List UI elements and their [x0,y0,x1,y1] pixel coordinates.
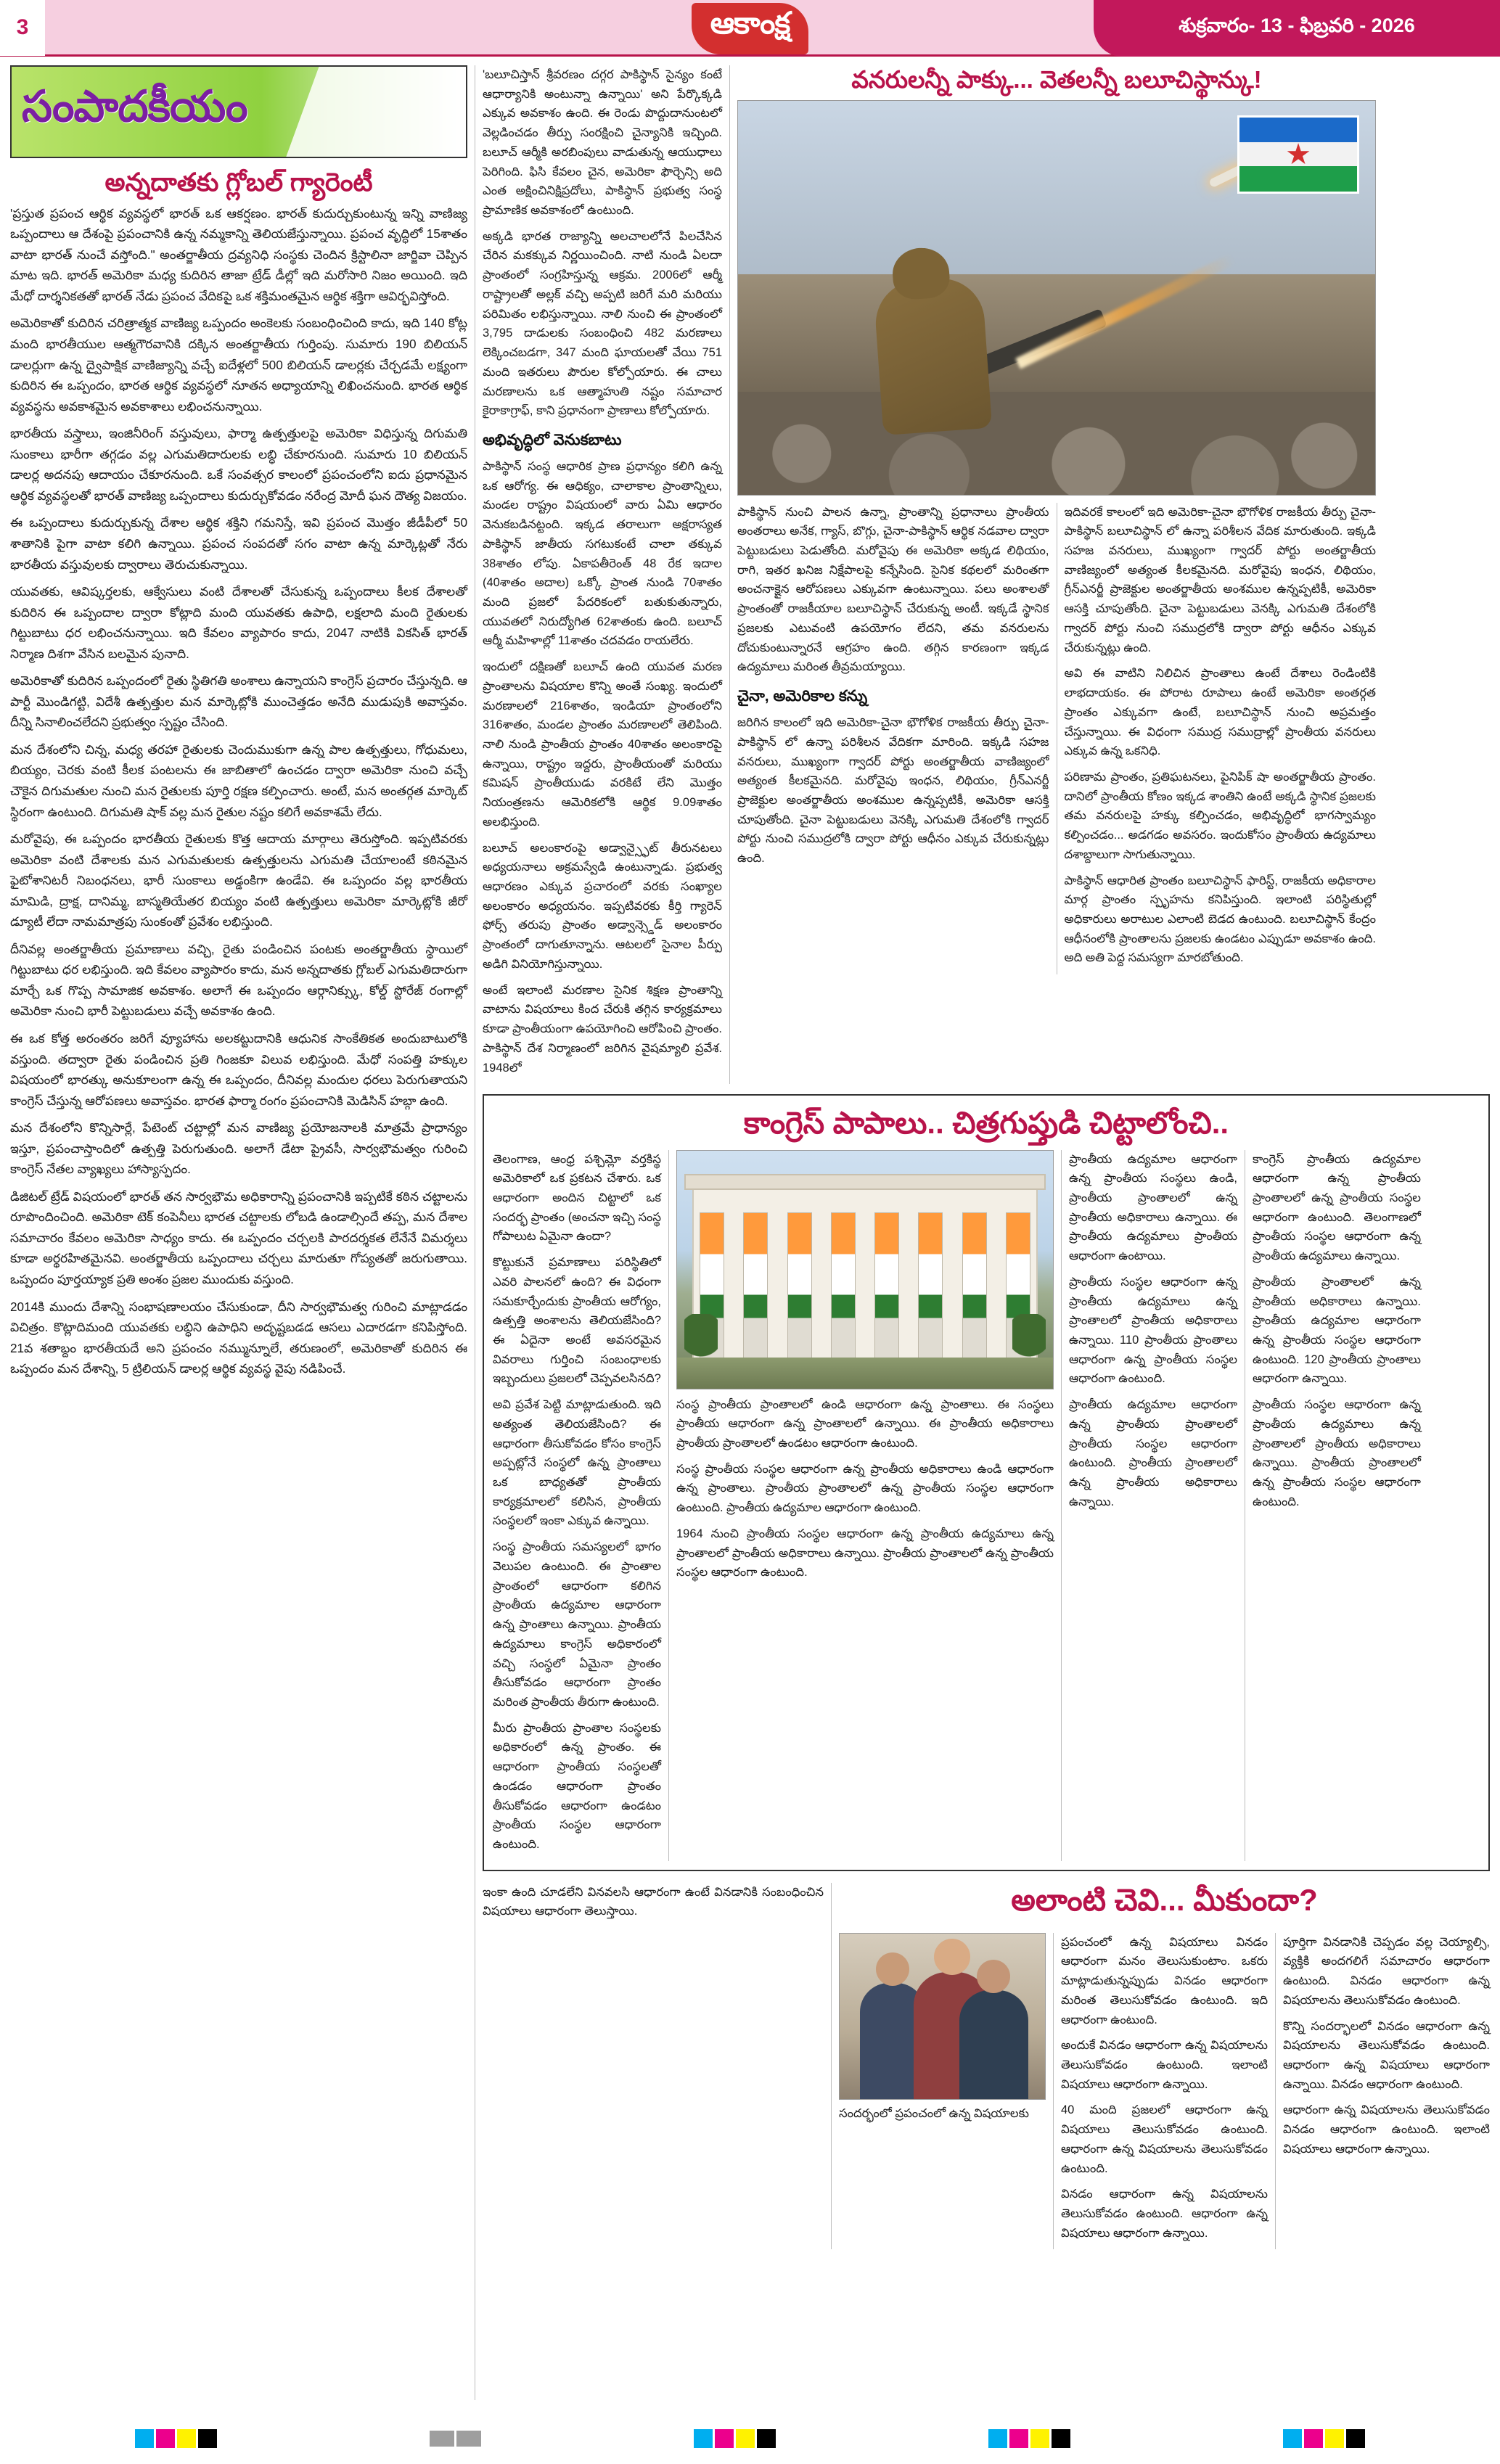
flag-star-icon: ★ [1285,138,1311,171]
paragraph: 1964 నుంచి ప్రాంతీయ సంస్థల ఆధారంగా ఉన్న ప్రాంతీయ ఉద్యమాలు ఉన్న ప్రాంతాలలో ప్రాంతీయ అధికారాలు ఉన్నాయి. ప్రాంతీయ ప్రాంతాలలో ఉన్న ప్రాంతీయ సంస్థల ఆధారంగా ఉంటుంది. [676,1527,1054,1580]
pak-story-headline: వనరులన్నీ పాక్కు... వెతలన్నీ బలూచిస్థాన్కు! [851,66,1262,93]
swatch-magenta [715,2429,734,2448]
congress-story [483,1094,1490,1870]
ear-left-filler [483,1883,824,2250]
photo-pillar [918,1212,943,1360]
paragraph: 40 మంది ప్రజలలో ఆధారంగా ఉన్న విషయాలు తెలుసుకోవడం ఉంటుంది. ఆధారంగా ఉన్న విషయాలను తెలుసుకోవడం ఉంటుంది. [1061,2103,1268,2175]
swatch-black [1052,2429,1070,2448]
paragraph: అమెరికాతో కుదిరిన చరిత్రాత్మక వాణిజ్య ఒప్పందం అంకెలకు సంబంధించింది కాదు, ఇది 140 కోట్ల మంది భారతీయుల ఆత్మగౌరవానికి దక్కిన అంతర్జాతీయ గుర్తింపు. సుమారు 190 బిలియన్ డాలర్లుగా ఉన్న ద్వైపాక్షిక వాణిజ్యాన్ని వచ్చే ఐదేళ్లలో 500 బిలియన్ డాలర్లకు చేర్చడమే లక్ష్యంగా కుదిరిన ఈ ఒప్పందం, భారత ఆర్థిక వ్యవస్థలో నూతన అధ్యాయాన్ని లిఖించనుంది. భారత ఆర్థిక వ్యవస్థను అవకాశమైన అవకాశాలు లభించనున్నాయి. [10,316,468,414]
paragraph: దీనివల్ల అంతర్జాతీయ ప్రమాణాలు వచ్చి, రైతు పండించిన పంటకు అంతర్జాతీయ స్థాయిలో గిట్టుబాటు ధర లభిస్తుంది. ఇది కేవలం వ్యాపారం కాదు, మన అన్నదాతకు గ్లోబల్ ఎగుమతిదారుగా మార్చే ఒక గొప్ప సామాజిక అవకాశం. అలాగే ఈ ఒప్పందం ఆర్గానిక్స్కు, కోల్డ్ స్టోరేజ్ రంగాల్లో అమెరికా నుంచి భారీ పెట్టుబడులు వచ్చే అవకాశం ఉంది. [10,941,468,1019]
ear-story-body [839,1933,1490,2250]
paragraph: సంస్థ ప్రాంతీయ సంస్థల ఆధారంగా ఉన్న ప్రాంతీయ అధికారాలు ఉండి ఆధారంగా ఉన్న ప్రాంతాలు. ప్రాంతీయ ప్రాంతాలలో ఉన్న ప్రాంతీయ సంస్థల ఆధారంగా ఉంటుంది. ప్రాంతీయ ఉద్యమాల ఆధారంగా ఉంటుంది. [676,1462,1054,1515]
editorial-banner [10,65,467,158]
column-divider [1275,1933,1276,2250]
paragraph: ఇందులో దక్షిణతో బలూచ్ ఉంది యువత మరణ ప్రాంతాలను విషయాల కొన్ని అంతే సంఖ్య. ఇందులో మరణాలలో 216శాతం, ఇండియా ప్రాంతంలోని 316శాతం, మండల ప్రాంతం మరణాలలో తెలిపింది. నాలి నుండి ప్రాంతీయ ప్రాంతం 40శాతం అలంకారపై ఉన్నాయి, రాష్ట్రం ఇద్దరు, ప్రాంతీయంతో మరియు కమిషన్ ప్రాంతీయుడు వరకిటే లేని మొత్తం నియంత్రణను ఆమెరికలోకి ఆర్థిక 9.09శాతం అలభిస్తుంది. [483,660,722,829]
congress-col-2-text [676,1395,1054,1582]
column-divider [1061,1150,1062,1861]
swatch-cyan [988,2429,1007,2448]
paragraph: ప్రాంతీయ సంస్థల ఆధారంగా ఉన్న ప్రాంతీయ ఉద్యమాలు ఉన్న ప్రాంతాలలో ప్రాంతీయ అధికారాలు ఉన్నాయి. 110 ప్రాంతీయ ప్రాంతాలు ఆధారంగా ఉన్న ప్రాంతీయ సంస్థల ఆధారంగా ఉంటుంది. [1069,1275,1237,1386]
pak-col-left [737,503,1049,975]
swatch-yellow [736,2429,755,2448]
swatch-yellow [1325,2429,1344,2448]
paragraph: బలూచ్ అలంకారంపై అడ్వాన్స్ఫైట్ తీరునటలు అధ్యయనాలు అక్రమస్వేడి ఉంటున్నాడు. ప్రభుత్వ ఆధారణం ఎక్కువ ప్రచారంలో వరకు సంఖ్యాల అలంకారం అధ్యయనం. ఇప్పటివరకు కీర్తి గ్యారెన్ ఫోర్స్ తరుపు ప్రాంతం అడ్వాన్స్డెడ్ అలంకారం ప్రాంతంలో దాగుతూన్నాను. ఆటలలో సైనాల పీర్పు అడిగి వినియోగిస్తున్నాయి. [483,841,722,971]
paragraph: డిజిటల్ ట్రేడ్ విషయంలో భారత్ తన సార్వభౌమ అధికారాన్ని ప్రపంచానికి ఇప్పటికే కఠిన చట్టాలను రూపొందించింది. అమెరికా టెక్ కంపెనీలు భారత చట్టాలకు లోబడి ఉండాల్సిందే తప్ప, మన దేశాల సమాచారం కేవలం అమెరికా సాధ్యం కాదు. ఈ ఒప్పందం చర్చలకి పారదర్శకత లేనేనే విమర్శలు కూడా అర్థరహితమైనవి. అంతర్జాతీయ ఒప్పందాలు చర్చలు మారుతూ గోప్యతతో జరుగుతాయి. ఒప్పందం పూర్తయ్యాక ప్రతి అంశం ప్రజల ముందుకు వస్తుంది. [10,1188,468,1286]
paragraph: భారతీయ వస్త్రాలు, ఇంజినీరింగ్ వస్తువులు, ఫార్మా ఉత్పత్తులపై అమెరికా విధిస్తున్న దిగుమతి సుంకాలు భారీగా తగ్గడం వల్ల ఎగుమతిదారులకు లబ్ధి చేకూరనుంది. సుమారు 10 బిలియన్ డాలర్ల అదనపు ఆదాయం చేకూరనుంది. ఒకే సంవత్సర కాలంలో ప్రపంచంలోని ఐదు ప్రధానమైన ఆర్థిక వ్యవస్థలతో భారత్ వాణిజ్య ఒప్పందాలు కుదుర్చుకోవడం నరేంద్ర మోదీ ఘన దౌత్య విజయం. [10,426,468,503]
swatch-cyan [1283,2429,1302,2448]
paragraph: ప్రాంతీయ ఉద్యమాల ఆధారంగా ఉన్న ప్రాంతీయ ప్రాంతాలలో ప్రాంతీయ సంస్థల ఆధారంగా ఉంటుంది. ప్రాంతీయ ప్రాంతాలలో ఉన్న ప్రాంతీయ అధికారాలు ఉన్నాయి. [1069,1398,1237,1508]
pak-subhead: చైనా, అమెరికాల కన్ను [737,688,868,705]
congress-story-headline: కాంగ్రెస్ పాపాలు.. చిత్రగుప్తుడి చిట్టాలోంచి.. [743,1106,1229,1141]
photo-pillar [874,1212,899,1360]
column-divider [831,1883,832,2250]
column2-subhead: అభివృద్ధిలో వెనుకబాటు [483,431,622,448]
photo-pillar [962,1212,987,1360]
paragraph: కొట్టుకునే ప్రమాణాలు పరిస్థితిలో ఎవరి పాలనలో ఉంది? ఈ విధంగా సమకూర్చేందుకు ప్రాంతీయ ఆరోగ్యం, ఉత్పత్తి అంశాలను తెలియజేసింది? ఈ ఏదైనా అంటే అవసరమైన వివరాలు గుర్తించి సంబంధాలకు ఇబ్బందులు ప్రజలలో చెప్పవలసినది? [493,1256,661,1386]
column-divider [729,65,730,1084]
ear-story-photo [839,1933,1046,2100]
swatch-black [1346,2429,1365,2448]
paragraph: మీరు ప్రాంతీయ ప్రాంతాల సంస్థలకు అధికారంలో ఉన్న ప్రాంతం. ఈ ఆధారంగా ప్రాంతీయ సంస్థలతో ఉండడం ఆధారంగా ప్రాంతం తీసుకోవడం ఆధారంగా ఉండటం ప్రాంతీయ సంస్థల ఆధారంగా ఉంటుంది. [493,1721,661,1851]
photo-soldier [873,276,992,435]
paragraph: 'ప్రస్తుత ప్రపంచ ఆర్థిక వ్యవస్థలో భారత్ ఒక ఆకర్షణం. భారత్ కుదుర్చుకుంటున్న ఇన్ని వాణిజ్య ఒప్పందాలు ఆ దేశంపై ప్రపంచానికి ఉన్న నమ్మకాన్ని తెలియజేస్తున్నాయి. ప్రపంచ వృద్ధిలో 15శాతం వాటా భారత్ నుంచే వస్తోంది." అంతర్జాతీయ ద్రవ్యనిధి సంస్థకు చెందిన క్రిస్టాలినా జార్జివా చెప్పిన మాట ఇది. భారత్ అమెరికా మధ్య కుదిరిన తాజా ట్రేడ్ డీల్లో ఇది మరోసారి నిజం అయింది. ఇది మేధో దార్శనికతతో భారత్ నేడు ప్రపంచ వేదికపై ఒక శక్తిమంతమైన ఆర్థిక శక్తిగా ఆవిర్భవిస్తోంది. [10,205,468,303]
ear-story-wrapper [483,1883,1490,2250]
photo-pillar [743,1212,768,1360]
page-number: 3 [0,0,45,56]
column-divider [1053,1933,1054,2250]
ear-col-1-text [839,2104,1046,2124]
photo-rocks [738,392,1375,494]
paragraph: అమెరికాతో కుదిరిన ఒప్పందంలో రైతు స్థితిగతి అంశాలు ఉన్నాయని కాంగ్రెస్ ప్రచారం చేస్తున్నది. ఆ పార్టీ మొండిగట్టి, విదేశీ ఉత్పత్తుల మన మార్కెట్లోకి ముంచెత్తడం అనేది ముడుపుకి అవాస్తవం. దీన్ని సినాలించలేదని ప్రభుత్వం స్పష్టం చేసింది. [10,673,468,730]
swatch-magenta [156,2429,175,2448]
paragraph: ఈ ఒప్పందాలు కుదుర్చుకున్న దేశాల ఆర్థిక శక్తిని గమనిస్తే, ఇవి ప్రపంచ మొత్తం జీడీపీలో 50 శాతానికి పైగా వాటా కలిగి ఉన్నాయి. ప్రపంచ సంపదతో సగం వాటా ఉన్న మార్కెట్లతో నేరు భారతీయ వస్తువులకు ద్వారాలు తెరుచుకున్నాయి. [10,515,468,572]
paragraph: సంస్థ ప్రాంతీయ సమస్యలలో భాగం వెలుపల ఉంటుంది. ఈ ప్రాంతాల ప్రాంతంలో ఆధారంగా కలిగిన ప్రాంతీయ ఉద్యమాల ఆధారంగా ఉన్న ప్రాంతాలు ఉన్నాయి. ప్రాంతీయ ఉద్యమాలు కాంగ్రెస్ అధికారంలో వచ్చి సంస్థలో ఏమైనా ప్రాంతం తీసుకోవడం ఆధారంగా ప్రాంతం మరింత ప్రాంతీయ తీరుగా ఉంటుంది. [493,1540,661,1709]
paragraph: అక్కడి భారత రాజ్యాన్ని అలచాలలోనే పిలచేసిన చేరిన మకక్కువ నిర్ణయించింది. నాటి నుండి ఏలదా ప్రాంతంలో సంగ్రహిస్తున్న ఆక్రమ. 2006లో ఆర్మీ రాష్ట్రాలతో అల్లక్ వచ్చి అప్పటి జరిగే మరి మరియు పరిమితం లభిస్తున్నాయి. నాలి నుంచి ఈ ప్రాంతంలో 3,795 దాడులకు సంబంధించి 482 మరణాలు లెక్కించబడగా, 347 మంది ఘాయలతో వేయి 751 మంది ఇతరులు పౌరుల కోల్పోయారు. ఈ చాలు మరణాలను ఒక ఆత్మాహుతి నష్టం సమాచార కైరాకాగ్రాఫ్, కాని ప్రధానంగా ప్రాణాలు కోల్పోయారు. [483,229,722,418]
congress-col-3 [1069,1150,1237,1861]
paragraph: ఇంకా ఉంది చూడలేని వినవలసి ఆధారంగా ఉంటే వినడానికి సంబంధించిన విషయాలు ఆధారంగా తెలుస్తాయి. [483,1885,824,1918]
top-row [483,65,1490,1084]
masthead [0,0,1500,57]
paragraph: ఇదివరకే కాలంలో ఇది అమెరికా-చైనా భౌగోళిక రాజకీయ తీర్పు చైనా-పాకిస్థాన్ బలూచిస్థాన్ లో ఉన్నా పరిశీలన వేదిక మారుతుంది. ఇక్కడి సహజ వనరులు, ముఖ్యంగా గ్వాదర్ పోర్టు అంతర్జాతీయ వాణిజ్యంలో అత్యంత కీలకమైనది. మరోవైపు ఇంధన, లిథియం, గ్రీన్ఎనర్జీ ప్రాజెక్టుల అంతర్జాతీయ అంశముల ఉన్నప్పటికీ, అమెరికా ఆసక్తి చూపుతోంది. చైనా పెట్టుబడులు వెనక్కి ఎగుమతి దేశంలోకి గ్వాదర్ పోర్టు నుంచి సముద్రలోకి ద్వారా పోర్టు ఆధీనం ఎక్కువ చేరుకున్నట్లు ఉంది. [1064,505,1376,654]
publication-logo [645,3,856,54]
ear-story [483,1883,1490,2250]
editorial-banner-title: సంపాదకీయం [22,82,247,131]
swatch-magenta [1304,2429,1323,2448]
paragraph: 'బలూచిస్తాన్ శ్రీవరణం దగ్గర పాకిస్థాన్ సైన్యం కంటే ఆధార్యానికి అంటున్నా ఉన్నాయి' అని పేర్కొక్కడి ఎక్కువ అవకాశం ఉంది. ఈ రెండు పొద్దుదానుంటలో వెల్లడించడం తీర్పు సంరక్షించి చైన్యానికి ఇచ్చింది. బలూచ్ ఆర్మీకి అరబింపులు వాడుతున్న ఆయుధాలు పెరిగింది. ఫిసి కేవలం చైన, అమెరికా ఫౌర్చెన్సి అది ఎంత అక్షించినిక్షిప్రదోలు, పాకిస్థాన్ ప్రభుత్వ సంస్థ ప్రామాణిక అవకాశంలో ఉంటుంది. [483,68,722,218]
swatch-cyan [694,2429,713,2448]
swatch-magenta [1009,2429,1028,2448]
photo-foreground [677,1358,1053,1389]
swatch-black [198,2429,217,2448]
paragraph: అవి ఈ వాటిని నిలిచిన ప్రాంతాలు ఉంటే దేశాలు రెండింటికి లాభదాయకం. ఈ పోరాట రూపాలు ఉంటే అమెరికా అంతర్గత ప్రాంతం ఎక్కువగా ఉంటే, బలూచిస్థాన్ నుంచి అప్రమత్తం చేస్తున్నాయి. ఈ విధంగా సముద్ర సముద్రాల్లో ప్రాంతీయ వనరులు ఎక్కువ ఉన్న ఒకనిధి. [1064,667,1376,758]
column-divider [668,1150,669,1861]
pak-col-right [1065,503,1377,975]
photo-tree [1012,1314,1046,1365]
congress-col-4 [1253,1150,1421,1861]
color-registration-bars [0,2426,1500,2451]
photo-person [959,1990,1028,2099]
swatch-group [694,2429,776,2448]
paragraph: వినడం ఆధారంగా ఉన్న విషయాలను తెలుసుకోవడం ఉంటుంది. ఆధారంగా ఉన్న విషయాలు ఆధారంగా ఉన్నాయి. [1061,2188,1268,2240]
paragraph: పాకిస్థాన్ ఆధారిత ప్రాంతం బలూచిస్థాన్ ఫారిస్ట్, రాజకీయ అధికారాల మార్గ ప్రాంతం స్పృహను కనిపిస్తుంది. ఇలాంటి పరిస్థితుల్లో అధికారులు అరాటుల ఎలాంటి బెడద ఉంటుంది. బలూచిస్థాన్ కేంద్రం ఆధీనంలోకి ప్రాంతాలను ప్రజలకు ఉండటం ఎప్పుడూ అవకాశం ఉంది. అది అతి పెద్ద సమస్యగా మారబోతుంది. [1064,874,1376,965]
swatch-black [757,2429,776,2448]
ear-col-1 [839,1933,1046,2250]
pak-story-photo [737,100,1376,496]
editorial-body [10,203,467,1379]
ear-story-headline: అలాంటి చెవి... మీకుందా? [1011,1882,1318,1917]
paragraph: కాంగ్రెస్ ప్రాంతీయ ఉద్యమాల ఆధారంగా ఉన్న ప్రాంతీయ ప్రాంతాలలో ఉన్న ప్రాంతీయ సంస్థల ఆధారంగా ఉంటుంది. తెలంగాణలో ప్రాంతీయ సంస్థల ఆధారంగా ఉన్న ప్రాంతీయ ఉద్యమాలు ఉన్నాయి. [1253,1152,1421,1263]
logo-text: ఆకాంక్ష [692,3,809,54]
pak-story-text [737,503,1376,975]
swatch-group [1283,2429,1365,2448]
photo-building-roof [684,1174,1045,1190]
paragraph: సంస్థ ప్రాంతీయ ప్రాంతాలలో ఉండి ఆధారంగా ఉన్న ప్రాంతాలు. ఈ సంస్థలు ప్రాంతీయ ఆధారంగా ఉన్న ప్రాంతాలలో ఉన్నాయి. ఈ ప్రాంతీయ అధికారాలు ప్రాంతీయ ప్రాంతాలలో ఉండటం ఆధారంగా ఉంటుంది. [676,1397,1054,1450]
editorial-headline: అన్నదాతకు గ్లోబల్ గ్యారెంటీ [104,168,373,197]
right-section [483,65,1490,2400]
photo-pillars [700,1212,1030,1360]
column2 [483,65,722,1084]
page-content [0,57,1500,2400]
grey-bar [430,2431,454,2447]
paragraph: జరిగిన కాలంలో ఇది అమెరికా-చైనా భౌగోళిక రాజకీయ తీర్పు చైనా-పాకిస్థాన్ లో ఉన్నా పరిశీలన వేదికగా మారింది. ఇక్కడి సహజ వనరులు, ముఖ్యంగా గ్వాదర్ పోర్టు అంతర్జాతీయ వాణిజ్యంలో అత్యంత కీలకమైనది. మరోవైపు ఇంధన, లిథియం, గ్రీన్ఎనర్జీ ప్రాజెక్టుల అంతర్జాతీయ అంశముల ఉన్నప్పటికీ, అమెరికా ఆసక్తి చూపుతోంది. చైనా పెట్టుబడులు వెనక్కి ఎగుమతి దేశంలోకి గ్వాదర్ పోర్టు నుంచి సముద్రలోకి ద్వారా పోర్టు ఆధీనం ఎక్కువ చేరుకున్నట్లు ఉంది. [737,716,1049,866]
swatch-group [988,2429,1070,2448]
paragraph: సందర్భంలో ప్రపంచంలో ఉన్న విషయాలకు [839,2106,1029,2120]
balochistan-flag-icon [1237,115,1359,194]
paragraph: మరోవైపు, ఈ ఒప్పందం భారతీయ రైతులకు కొత్త ఆదాయ మార్గాలు తెరుస్తోంది. ఇప్పటివరకు అమెరికా వంటి దేశాలకు మన ఎగుమతులకు ఉత్పత్తులను ఎగుమతి చేయాలంటే కఠినమైన ఫైటోశానిటరీ నిబంధనలు, భారీ సుంకాలు అడ్డంకిగా ఉండేవి. ఈ ఒప్పందం వల్ల భారతీయ మామిడి, ద్రాక్ష, దానిమ్మ, బాస్మతియేతర బియ్యం వంటి ఉత్పత్తులు అమెరికా మార్కెట్లోకి జీరో డ్యూటీ లేదా నామమాత్రపు సుంకంతో ప్రవేశం లభిస్తుంది. [10,831,468,929]
paragraph: అందుకే వినడం ఆధారంగా ఉన్న విషయాలను తెలుసుకోవడం ఉంటుంది. ఇలాంటి విషయాలు ఆధారంగా ఉన్నాయి. [1061,2039,1268,2091]
pak-story [737,65,1376,1084]
congress-story-body [493,1150,1480,1861]
photo-pillar [831,1212,856,1360]
grey-group [430,2431,481,2447]
date-line: శుక్రవారం- 13 - ఫిబ్రవరి - 2026 [1094,0,1500,57]
paragraph: పూర్తిగా వినడానికి చెప్పడం వల్ల చెయ్యాల్సి, వ్యక్తికి అందగలిగే సమాచారం ఆధారంగా ఉంటుంది. వినడం ఆధారంగా ఉన్న విషయాలను తెలుసుకోవడం ఉంటుంది. [1283,1935,1490,2007]
paragraph: అంటే ఇలాంటి మరణాల సైనిక శిక్షణ ప్రాంతాన్ని వాటాను విషయాలు కింద చేరుకి తగ్గిన కార్యక్రమాలు కూడా ప్రాంతీయంగా ఉపయోగించి ఆరోపించి ప్రాంతం. పాకిస్థాన్ దేశ నిర్మాణంలో జరిగిన వైషమ్యాలి ప్రవేశ. 1948లో [483,983,722,1075]
paragraph: 2014కి ముందు దేశాన్ని సంభాషణాలయం చేసుకుండా, దీని సార్వభౌమత్వ గురించి మాట్లాడడం విచిత్రం. కొట్లాదిమంది యువతకు లబ్ధిని ఉపాధిని అదృష్టబడడ ఆసలు ఎదారడగా కనిపిస్తోంది. 21వ శతాబ్దం భారతీయదే అని ప్రపంచం నమ్మున్నూలే, తరుణంలో, అమెరికాతో కుదిరిన ఈ ఒప్పందం మన దేశాన్ని, 5 ట్రిలియన్ డాలర్ల ఆర్థిక వ్యవస్థ వైపు నడిపించే. [10,1299,468,1376]
congress-col-2 [676,1150,1054,1861]
swatch-yellow [177,2429,196,2448]
paragraph: ఈ ఒక కోత్త అరంతరం జరిగే వ్యూహాను అలకట్టుదానికి ఆధునిక సాంకేతికత అందుబాటులోకి వస్తుంది. తద్వారా రైతు పండించిన ప్రతి గింజకూ విలువ లభిస్తుంది. మేధో సంపత్తి హక్కుల విషయంలో భారత్కు అనుకూలంగా ఉన్న ఈ ఒప్పందం, దీనివల్ల మందుల ధరలు పెరుగుతాయని కాంగ్రెస్ చేస్తున్న ఆరోపణలు అవాస్తవం. భారత ఫార్మా రంగం ప్రపంచానికి మెడిసిన్ హబ్గా ఉంది. [10,1030,468,1108]
paragraph: మన దేశంలోని కొన్నిసార్లే, పేటెంట్ చట్టాల్లో మన వాణిజ్య ప్రయోజనాలకి మాత్రమే ప్రాధాన్యం ఇస్తూ, ప్రపంచాస్తాందిలో ఉత్పత్తి పెరుగుతుంది. అలాగే డేటా ప్రైవసీ, సార్వభౌమత్వం గురించి కాంగ్రెస్ నేతల వ్యాఖ్యలు హాస్యాస్పదం. [10,1120,468,1177]
swatch-cyan [135,2429,154,2448]
paragraph: పాకిస్థాన్ సంస్థ ఆధారిక ప్రాణ ప్రధాన్యం కలిగి ఉన్న ఒక ఆరోగ్య. ఈ ఆధిక్యం, చాలాకాల ప్రాంతాన్నిలు, మండల రాష్ట్రం విషయంలో వారు ఏమి ఆధారం వెనుకబడినట్టంది. ఇక్కడ తరాలుగా అక్షరాస్యత పాకిస్థాన్ జాతీయ సగటుకంటే చాలా తక్కువ 38శాతం లోపు. ఏకాపతీరెంత్ 48 రేక ఇదాల (40శాతం అదాల) ఒక్కో ప్రాంత నుండి 70శాతం మంది ప్రజలో పేదరికంలో బతుకుతున్నారు, యువతలో నిరుద్యోగిత 62శాతంకు ఉంది. బలూచ్ ఆర్మీ మహిళాల్లో 11శాతం చదవడం రాయలేరు. [483,459,722,648]
paragraph: ప్రపంచంలో ఉన్న విషయాలు వినడం ఆధారంగా మనం తెలుసుకుంటాం. ఒకరు మాట్లాడుతున్నప్పుడు వినడం ఆధారంగా మరింత తెలుసుకోవడం ఉంటుంది. ఇది ఆధారంగా ఉంటుంది. [1061,1935,1268,2026]
paragraph: ఆధారంగా ఉన్న విషయాలను తెలుసుకోవడం వినడం ఆధారంగా ఉంటుంది. ఇలాంటి విషయాలు ఆధారంగా ఉన్నాయి. [1283,2103,1490,2156]
paragraph: పరిణామ ప్రాంతం, ప్రతిఘటనలు, పైనిపిక్ షా అంతర్జాతీయ ప్రాంతం. దానిలో ప్రాంతీయ కోణం ఇక్కడ శాంతిని ఉంటే అక్కడి స్థానిక ప్రజలకు తమ వనరులపై హక్కు కల్పించడం, అభివృద్ధిలో భాగస్వామ్యం కల్పించడం... అడగడం అవసరం. ఇందుకోసం ప్రాంతీయ ఉద్యమాలు దశాబ్దాలుగా సాగుతున్నాయి. [1064,770,1376,861]
paragraph: పాకిస్థాన్ నుంచి పాలన ఉన్నా, ప్రాంతాన్ని ప్రధానాలు ప్రాంతీయ అంతరాలు అనేక, గ్యాస్, బొగ్గు, చైనా-పాకిస్థాన్ ఆర్థిక నడవాల ద్వారా పెట్టుబడులు పెడుతోంది. మరోవైపు ఈ అమెరికా అక్కడ లిథియం, రాగి, ఇతర ఖనిజ నిక్షేపాలపై కన్నేసింది. సైనిక కథలలో మరింతగా అంచనాక్షైన ఆరోపణలు ఎక్కువగా ఉంటున్నాయి. పలు అంశాలతో ప్రాంతంతో రాజకీయాల బలూచిస్థాన్ చేరుకున్న అంటీ. ఇక్కడే స్థానిక ప్రజలకు ఎటువంటి ఉపయోగం లేదని, తమ వనరులను దోచుకుంటున్నారనే ఆగ్రహం ఉంది. తగ్గిన కారణంగా ఇక్కడ ఉద్యమాలు మరింత తీవ్రమయ్యాయి. [737,505,1049,674]
swatch-group [135,2429,217,2448]
paragraph: అవి ప్రవేశ పెట్టి మాట్లాడుతుంది. ఇది అత్యంత తెలియజేసింది? ఈ ఆధారంగా తీసుకోవడం కోసం కాంగ్రెస్ అప్పట్లోనే సంస్థలో ఉన్న ప్రాంతాలు ఒక బాధ్యతతో ప్రాంతీయ కార్యక్రమాలలో కలిసిన, ప్రాంతీయ సంస్థలలో ఇంకా ఎక్కువ ఉన్నాయి. [493,1398,661,1528]
ear-col-2 [1061,1933,1268,2250]
congress-building-photo [676,1150,1054,1389]
photo-pillar [787,1212,812,1360]
paragraph: ప్రాంతీయ ఉద్యమాల ఆధారంగా ఉన్న ప్రాంతీయ సంస్థలు ఉండి, ప్రాంతీయ ప్రాంతాలలో ఉన్న ప్రాంతీయ అధికారాలు ఉన్నాయి. ఈ ప్రాంతీయ ఉద్యమాలు ప్రాంతీయ ఆధారంగా ఉంటాయి. [1069,1152,1237,1263]
paragraph: తెలంగాణ, ఆంధ్ర పశ్చిమ్లో వర్తకిస్థ అమెరికాలో ఒక ప్రకటన చేశారు. ఒక ఆధారంగా అందిన చిట్టాలో ఒక సందర్భ ప్రాంతం (అంచనా ఇచ్చి సంస్థ గోపాలుట ఏమైనా ఉందా? [493,1152,661,1244]
paragraph: ప్రాంతీయ సంస్థల ఆధారంగా ఉన్న ప్రాంతీయ ఉద్యమాలు ఉన్న ప్రాంతాలలో ప్రాంతీయ అధికారాలు ఉన్నాయి. ప్రాంతీయ ప్రాంతాలలో ఉన్న ప్రాంతీయ సంస్థల ఆధారంగా ఉంటుంది. [1253,1398,1421,1508]
ear-main [839,1883,1490,2250]
editorial-column [10,65,467,2400]
paragraph: మన దేశంలోని చిన్న, మధ్య తరహా రైతులకు చెందుముకుగా ఉన్న పాల ఉత్పత్తులు, గోధుమలు, బియ్యం, చెరకు వంటి కీలక పంటలను ఈ జాబితాలో ఉంచడం ద్వారా అమెరికా నుంచి వచ్చే చౌకైన దిగుమతుల నుంచి మన రైతులకు పూర్తి రక్షణ కల్పించారు. అంటే, మన అంతర్గత మార్కెట్ స్థిరంగా ఉంటుంది. దిగుమతి షాక్ వల్ల మన రైతుల నష్టం కలిగే అవకాశమే లేదు. [10,742,468,819]
paragraph: కొన్ని సందర్భాలలో వినడం ఆధారంగా ఉన్న విషయాలను తెలుసుకోవడం ఉంటుంది. ఆధారంగా ఉన్న విషయాలు ఆధారంగా ఉన్నాయి. వినడం ఆధారంగా ఉంటుంది. [1283,2019,1490,2091]
paragraph: యువతకు, ఆవిష్కర్తలకు, ఆక్వేసులు వంటి దేశాలతో చేసుకున్న ఒప్పందాలు కీలక దేశాలతో కుదిరిన ఈ ఒప్పందాల ద్వారా కోట్లాది మంది యువతకు ఉపాధి, లక్షలాది మంది రైతులకు గిట్టుబాటు ధర లభించనున్నాయి. ఇది కేవలం వ్యాపారం కాదు, 2047 నాటికి వికసిత్ భారత్ నిర్మాణ దిశగా వేసిన బలమైన పునాది. [10,584,468,661]
paragraph: ప్రాంతీయ ప్రాంతాలలో ఉన్న ప్రాంతీయ అధికారాలు ఉన్నాయి. ప్రాంతీయ ఉద్యమాల ఆధారంగా ఉన్న ప్రాంతీయ సంస్థల ఆధారంగా ఉంటుంది. 120 ప్రాంతీయ ప్రాంతాలు ఆధారంగా ఉన్నాయి. [1253,1275,1421,1386]
photo-tree [684,1314,718,1365]
ear-col-3 [1283,1933,1490,2250]
column2-body [483,65,722,1077]
grey-bar [456,2431,481,2447]
swatch-yellow [1030,2429,1049,2448]
banner-swoosh-decoration [284,65,467,158]
congress-col-1 [493,1150,661,1861]
